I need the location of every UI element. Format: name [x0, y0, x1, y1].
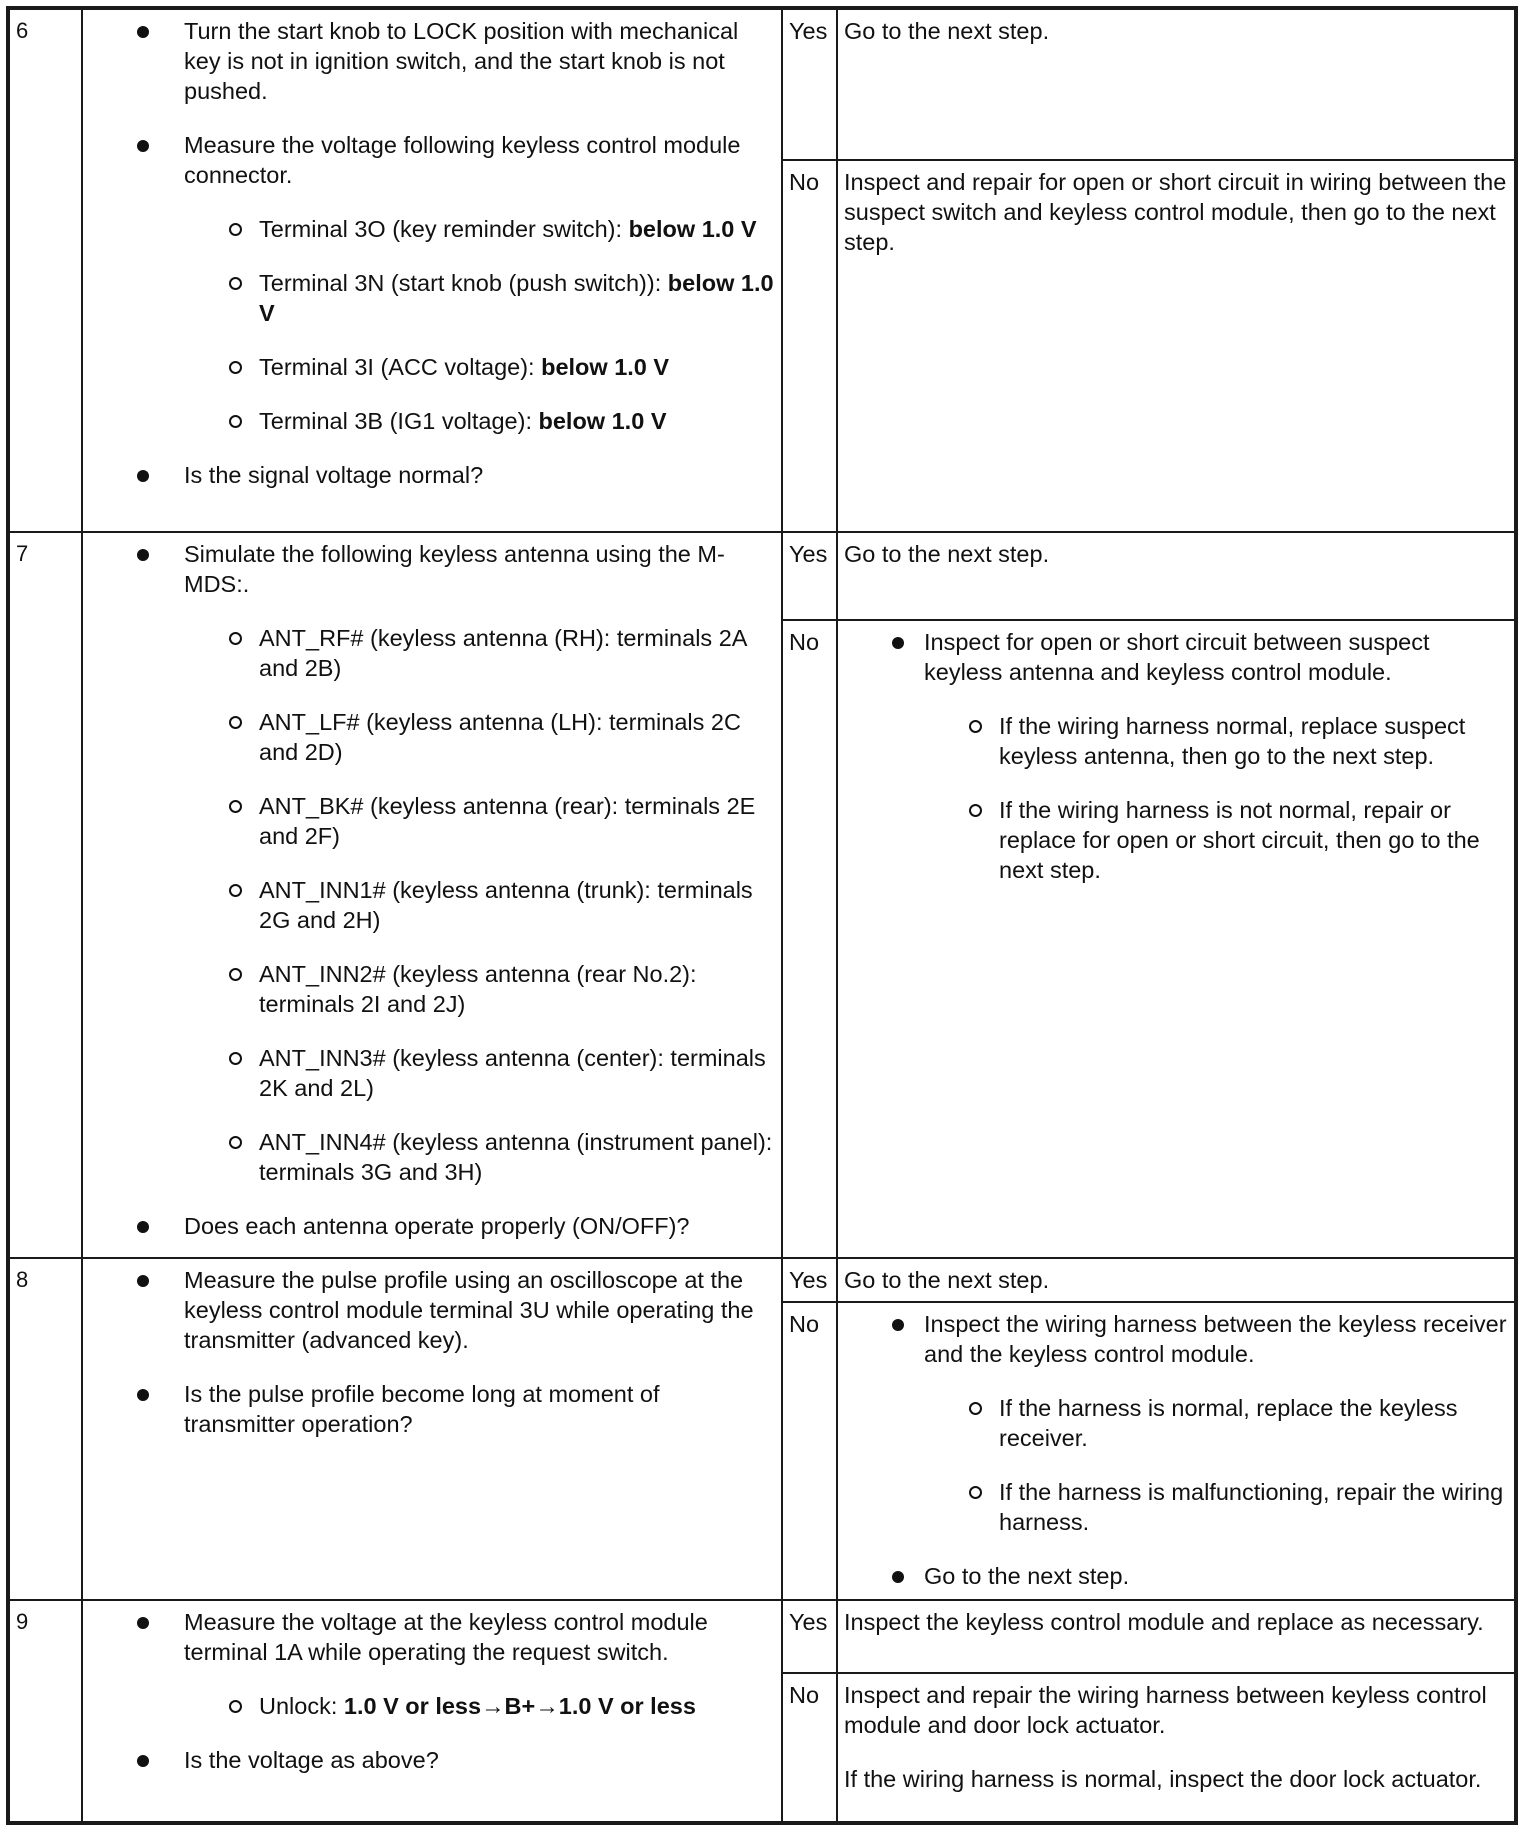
sub-item [184, 1691, 775, 1721]
step-number: 8 [8, 1258, 82, 1600]
check-item [89, 539, 775, 1187]
step-6-yes-row [8, 8, 1516, 160]
check-item [89, 1379, 775, 1439]
no-label: No [782, 1302, 837, 1600]
check-list [89, 539, 775, 1241]
check-item [89, 1607, 775, 1721]
sub-item [184, 959, 775, 1019]
no-action-text: Go to the next step. [924, 1563, 1130, 1589]
yes-label: Yes [782, 8, 837, 160]
sub-item [184, 214, 775, 244]
no-action [837, 620, 1516, 1258]
check-text: Measure the voltage at the keyless control module terminal 1A while operating the request switch. [184, 1609, 708, 1665]
check-list [89, 16, 775, 490]
check-text: Is the signal voltage normal? [184, 462, 484, 488]
no-label: No [782, 620, 837, 1258]
check-text: Simulate the following keyless antenna using the M-MDS:. [184, 541, 725, 597]
sub-label: Unlock: [259, 1693, 344, 1719]
no-action-list [844, 627, 1508, 885]
no-action [837, 1302, 1516, 1600]
yes-action: Inspect the keyless control module and replace as necessary. [837, 1600, 1516, 1673]
check-text: Is the voltage as above? [184, 1747, 439, 1773]
check-text: Does each antenna operate properly (ON/OFF)? [184, 1213, 690, 1239]
yes-action: Go to the next step. [837, 8, 1516, 160]
sub-item [184, 352, 775, 382]
check-item [89, 130, 775, 436]
check-list [89, 1607, 775, 1775]
check-list [89, 1265, 775, 1439]
spec-value: below 1.0 V [538, 408, 667, 434]
check-text: Measure the pulse profile using an oscilloscope at the keyless control module terminal 3U while operating the transmitter (advanced key). [184, 1267, 754, 1353]
check-item [89, 1211, 775, 1241]
no-action-item [844, 1561, 1508, 1591]
no-action-text: Inspect the wiring harness between the keyless receiver and the keyless control module. [924, 1311, 1507, 1367]
no-label: No [782, 160, 837, 532]
check-item [89, 1745, 775, 1775]
check-item [89, 1265, 775, 1355]
no-sub-item: If the wiring harness normal, replace suspect keyless antenna, then go to the next step. [924, 711, 1508, 771]
sub-list [184, 623, 775, 1187]
no-action-item [844, 1309, 1508, 1537]
check-text: Measure the voltage following keyless control module connector. [184, 132, 741, 188]
yes-action: Go to the next step. [837, 1258, 1516, 1302]
sub-label: ANT_INN4# (keyless antenna (instrument panel): terminals 3G and 3H) [259, 1129, 773, 1185]
sub-label: Terminal 3B (IG1 voltage): [259, 408, 539, 434]
step-8-yes-row [8, 1258, 1516, 1302]
no-sub-item: If the wiring harness is not normal, repair or replace for open or short circuit, then go to the next step. [924, 795, 1508, 885]
yes-label: Yes [782, 532, 837, 620]
spec-value: below 1.0 V [628, 216, 757, 242]
no-label: No [782, 1673, 837, 1823]
no-action [837, 1673, 1516, 1823]
troubleshooting-table [6, 6, 1518, 1825]
yes-label: Yes [782, 1258, 837, 1302]
no-action-text: Inspect for open or short circuit between suspect keyless antenna and keyless control module. [924, 629, 1430, 685]
no-sub-list [924, 711, 1508, 885]
no-sub-item: If the harness is malfunctioning, repair the wiring harness. [924, 1477, 1508, 1537]
no-action: Inspect and repair for open or short circuit in wiring between the suspect switch and keyless control module, then go to the next step. [837, 160, 1516, 532]
sub-item [184, 268, 775, 328]
procedure-table-wrapper [6, 6, 1514, 1820]
no-action-item [844, 627, 1508, 885]
no-sub-list [924, 1393, 1508, 1537]
yes-label: Yes [782, 1600, 837, 1673]
no-action-text: If the wiring harness is normal, inspect the door lock actuator. [844, 1766, 1482, 1792]
sub-label: ANT_RF# (keyless antenna (RH): terminals 2A and 2B) [259, 625, 747, 681]
no-action-list [844, 1309, 1508, 1591]
sub-label: Terminal 3I (ACC voltage): [259, 354, 542, 380]
sub-label: ANT_INN1# (keyless antenna (trunk): terminals 2G and 2H) [259, 877, 753, 933]
sub-item [184, 406, 775, 436]
step-number: 7 [8, 532, 82, 1258]
yes-action: Go to the next step. [837, 532, 1516, 620]
step-6-check [82, 8, 782, 532]
check-item [89, 16, 775, 106]
step-7-check [82, 532, 782, 1258]
check-text: Is the pulse profile become long at moment of transmitter operation? [184, 1381, 660, 1437]
sub-item [184, 707, 775, 767]
no-action-text: Inspect and repair the wiring harness between keyless control module and door lock actuator. [844, 1682, 1487, 1738]
check-text: Turn the start knob to LOCK position with mechanical key is not in ignition switch, and the start knob is not pushed. [184, 18, 739, 104]
spec-value: below 1.0 V [259, 270, 774, 326]
sub-list [184, 1691, 775, 1721]
sub-label: Terminal 3N (start knob (push switch)): [259, 270, 668, 296]
step-8-check [82, 1258, 782, 1600]
sub-item [184, 875, 775, 935]
step-number: 6 [8, 8, 82, 532]
sub-label: ANT_INN3# (keyless antenna (center): terminals 2K and 2L) [259, 1045, 766, 1101]
sub-item [184, 1043, 775, 1103]
sub-item [184, 1127, 775, 1187]
step-9-check [82, 1600, 782, 1823]
sub-label: ANT_BK# (keyless antenna (rear): terminals 2E and 2F) [259, 793, 756, 849]
spec-value: below 1.0 V [541, 354, 670, 380]
no-sub-item: If the harness is normal, replace the keyless receiver. [924, 1393, 1508, 1453]
sub-label: ANT_LF# (keyless antenna (LH): terminals 2C and 2D) [259, 709, 741, 765]
sub-label: Terminal 3O (key reminder switch): [259, 216, 629, 242]
spec-value: 1.0 V or less→B+→1.0 V or less [343, 1693, 696, 1719]
step-9-yes-row [8, 1600, 1516, 1673]
step-7-yes-row [8, 532, 1516, 620]
sub-item [184, 791, 775, 851]
check-item [89, 460, 775, 490]
step-number: 9 [8, 1600, 82, 1823]
sub-label: ANT_INN2# (keyless antenna (rear No.2): terminals 2I and 2J) [259, 961, 697, 1017]
sub-item [184, 623, 775, 683]
sub-list [184, 214, 775, 436]
